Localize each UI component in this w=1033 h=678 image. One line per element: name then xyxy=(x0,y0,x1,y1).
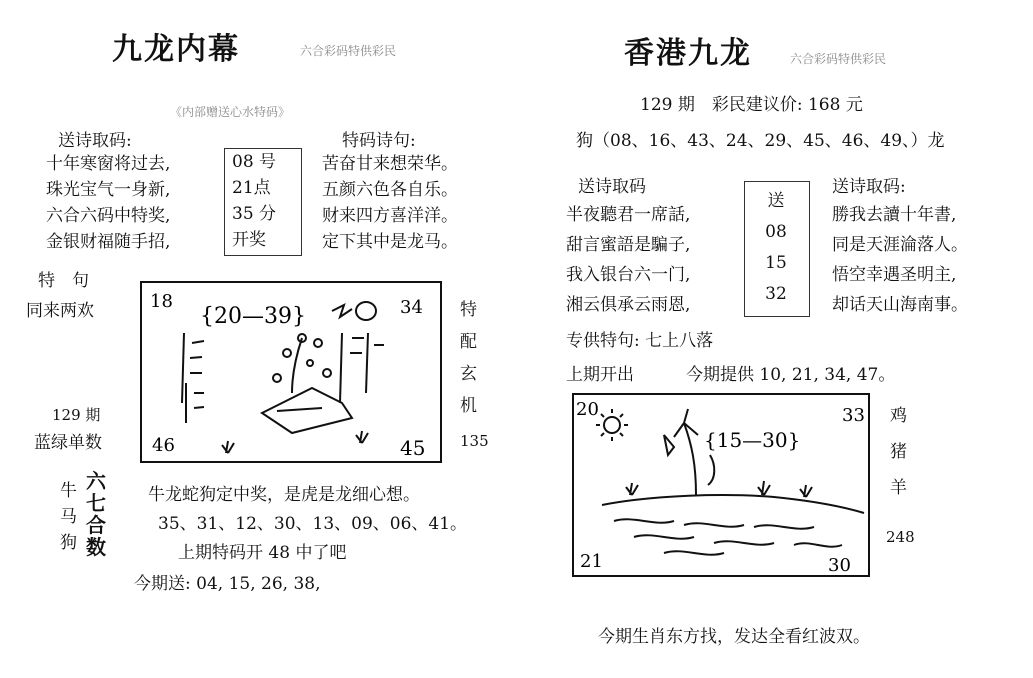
poem-line: 珠光宝气一身新, xyxy=(46,180,171,200)
poem-line: 金银财福随手招, xyxy=(46,232,171,252)
liuqi-char: 七 xyxy=(86,491,106,515)
send-box-line: 08 xyxy=(765,222,787,242)
last-draw-label: 上期开出 xyxy=(566,365,634,385)
provide-numbers: 今期提供 10, 21, 34, 47。 xyxy=(686,365,896,385)
right-subtitle: 六合彩码特供彩民 xyxy=(790,52,887,66)
side-char: 玄 xyxy=(460,364,477,384)
tema-label: 特码诗句: xyxy=(342,131,416,151)
poem-line: 勝我去讀十年書, xyxy=(832,205,957,225)
lanlv-text: 蓝绿单数 xyxy=(34,433,102,453)
poem-line: 却话天山海南事。 xyxy=(832,295,968,315)
poem-line: 甜言蜜語是騙子, xyxy=(566,235,691,255)
right-pic-tl: 20 xyxy=(576,399,599,420)
right-poem-right xyxy=(832,200,968,320)
liuqi-char: 数 xyxy=(86,535,106,559)
left-pic-range: {20—39} xyxy=(200,304,306,329)
left-line2: 35、31、12、30、13、09、06、41。 xyxy=(158,514,468,534)
left-side-vertical xyxy=(460,294,477,422)
tema-line: 苦奋甘来想荣华。 xyxy=(322,154,458,174)
left-pic-tr: 34 xyxy=(400,297,423,318)
send-box-line: 送 xyxy=(767,191,785,211)
liuqi-char: 合 xyxy=(86,513,106,537)
tema-lines xyxy=(322,151,458,255)
send-box-line: 15 xyxy=(765,253,787,273)
animal-list xyxy=(60,478,77,556)
right-side-vertical xyxy=(890,398,907,506)
left-line4: 今期送: 04, 15, 26, 38, xyxy=(134,574,321,594)
animal-item: 狗 xyxy=(60,533,77,553)
right-pic-tr: 33 xyxy=(842,405,865,426)
left-title: 九龙内幕 xyxy=(112,32,240,67)
poem-line: 我入银台六一门, xyxy=(566,265,691,285)
poem-line: 六合六码中特奖, xyxy=(46,206,171,226)
draw-info-line: 开奖 xyxy=(232,230,266,250)
right-pic-range: {15—30} xyxy=(704,428,801,452)
poem-line: 悟空幸遇圣明主, xyxy=(832,265,957,285)
left-pic-br: 45 xyxy=(400,436,426,460)
side-char: 特 xyxy=(460,300,477,320)
right-title: 香港九龙 xyxy=(624,36,752,71)
animal-item: 马 xyxy=(60,507,77,527)
left-pic-tl: 18 xyxy=(150,291,173,312)
right-pic-bl: 21 xyxy=(580,551,603,572)
left-period: 129 期 xyxy=(52,406,101,424)
special-sentence: 专供特句: 七上八落 xyxy=(566,331,714,351)
right-picture-frame xyxy=(572,393,870,577)
right-poem-label-right: 送诗取码: xyxy=(832,177,906,197)
poem-line: 半夜聽君一席話, xyxy=(566,205,691,225)
tema-line: 定下其中是龙马。 xyxy=(322,232,458,252)
right-poem-label-left: 送诗取码 xyxy=(578,177,646,197)
left-poem-lines xyxy=(46,151,170,255)
side-char: 猪 xyxy=(890,442,907,462)
left-picture-drawing xyxy=(142,283,440,461)
left-pic-bl: 46 xyxy=(152,435,175,456)
draw-info-line: 35 分 xyxy=(232,204,277,224)
right-pic-br: 30 xyxy=(828,555,851,575)
left-subtitle: 六合彩码特供彩民 xyxy=(300,44,397,58)
left-line1: 牛龙蛇狗定中奖，是虎是龙细心想。 xyxy=(148,485,420,505)
right-period-line: 129 期 彩民建议价: 168 元 xyxy=(640,95,863,115)
send-box-line: 32 xyxy=(765,284,787,304)
tema-line: 财来四方喜洋洋。 xyxy=(322,206,458,226)
side-char: 鸡 xyxy=(890,406,907,426)
draw-info-lines xyxy=(232,149,276,253)
tejv-text: 同来两欢 xyxy=(26,301,94,321)
right-footer: 今期生肖东方找，发达全看红波双。 xyxy=(598,627,870,647)
dog-dragon-line: 狗（08、16、43、24、29、45、46、49、）龙 xyxy=(576,131,945,151)
poem-line: 同是天涯淪落人。 xyxy=(832,235,968,255)
tema-line: 五颜六色各自乐。 xyxy=(322,180,458,200)
left-side-number: 135 xyxy=(460,432,489,450)
draw-info-line: 08 号 xyxy=(232,152,277,172)
right-picture-drawing xyxy=(574,395,868,575)
left-line3: 上期特码开 48 中了吧 xyxy=(178,543,347,563)
side-char: 机 xyxy=(460,396,477,416)
left-picture-frame xyxy=(140,281,442,463)
tejv-label: 特 句 xyxy=(38,271,89,291)
poem-line: 十年寒窗将过去, xyxy=(46,154,171,174)
poem-line: 湘云俱承云雨恩, xyxy=(566,295,691,315)
send-box-lines xyxy=(744,186,808,310)
side-char: 配 xyxy=(460,332,477,352)
liuqi-vertical xyxy=(86,470,106,558)
right-side-number: 248 xyxy=(886,528,915,546)
left-poem-label: 送诗取码: xyxy=(58,131,132,151)
animal-item: 牛 xyxy=(60,481,77,501)
side-char: 羊 xyxy=(890,478,907,498)
liuqi-char: 六 xyxy=(86,469,106,493)
right-poem-left xyxy=(566,200,690,320)
left-subtitle2: 《内部赠送心水特码》 xyxy=(170,105,291,119)
draw-info-line: 21点 xyxy=(232,178,271,198)
